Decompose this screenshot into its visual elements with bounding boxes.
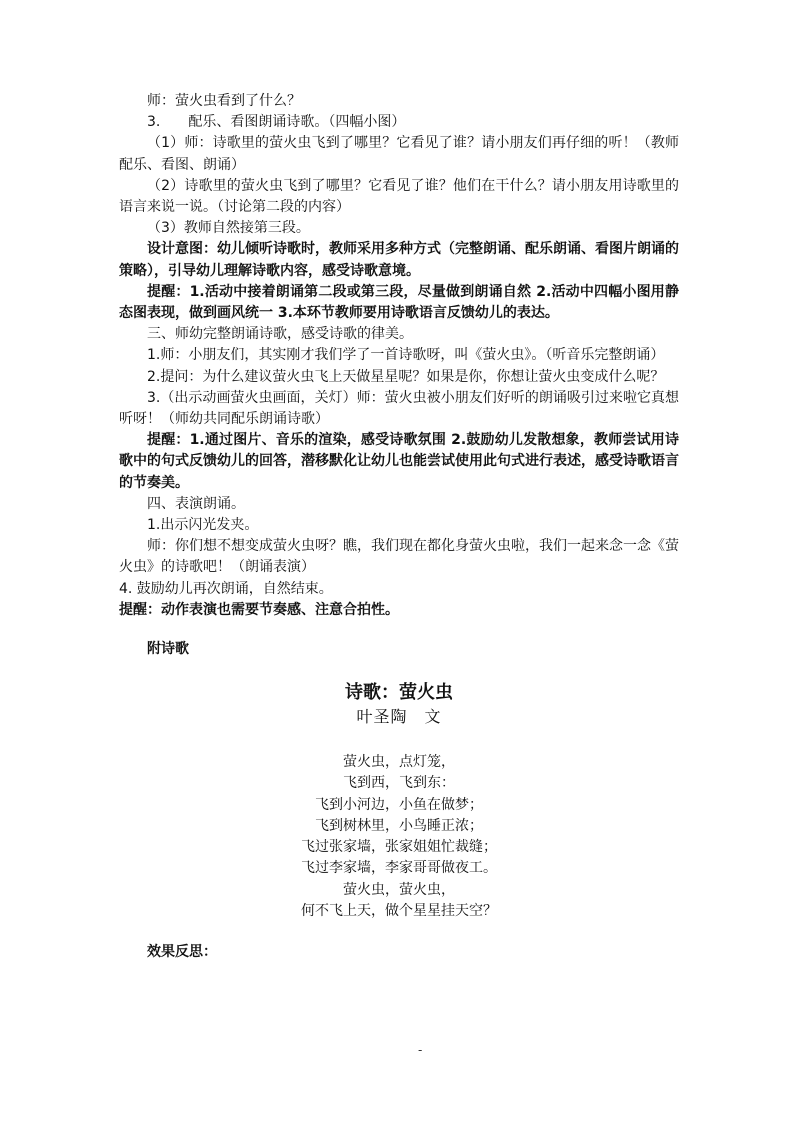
paragraph: 4. 鼓励幼儿再次朗诵，自然结束。 xyxy=(119,580,333,597)
reflection-label: 效果反思： xyxy=(147,943,217,960)
lesson-paragraphs xyxy=(119,91,679,621)
paragraph: 师：你们想不想变成萤火虫呀？瞧，我们现在都化身萤火虫啦，我们一起来念一念《萤火虫》的诗歌吧！（朗诵表演） xyxy=(119,538,679,576)
appendix-label: 附诗歌 xyxy=(147,641,189,658)
paragraph: （2）诗歌里的萤火虫飞到了哪里？它看见了谁？他们在干什么？请小朋友用诗歌里的语言来说一说。（讨论第二段的内容） xyxy=(119,177,679,216)
poem-line: 飞到树林里，小鸟睡正浓； xyxy=(315,817,483,834)
poem-line: 飞到西，飞到东： xyxy=(343,775,455,792)
paragraph: 提醒：动作表演也需要节奏感、注意合拍性。 xyxy=(119,601,399,618)
paragraph: 提醒：1.活动中接着朗诵第二段或第三段，尽量做到朗诵自然 2.活动中四幅小图用静态图表现，做到画风统一 3.本环节教师要用诗歌语言反馈幼儿的表达。 xyxy=(119,283,679,322)
poem-author: 叶圣陶 文 xyxy=(356,707,442,727)
poem-line: 萤火虫，萤火虫， xyxy=(343,881,455,898)
paragraph: 师：萤火虫看到了什么？ xyxy=(147,93,301,109)
page-footer-mark: - xyxy=(418,1043,423,1057)
paragraph: （3）教师自然接第三段。 xyxy=(147,220,310,237)
poem-line: 萤火虫，点灯笼， xyxy=(343,754,455,771)
poem-line: 何不飞上天，做个星星挂天空？ xyxy=(301,902,497,919)
paragraph: （1）师：诗歌里的萤火虫飞到了哪里？它看见了谁？请小朋友们再仔细的听！（教师配乐、看图、朗诵） xyxy=(119,135,679,173)
paragraph: 三、师幼完整朗诵诗歌，感受诗歌的律美。 xyxy=(147,326,413,343)
paragraph: 四、表演朗诵。 xyxy=(147,495,245,512)
poem-title: 诗歌：萤火虫 xyxy=(345,682,453,704)
poem-line: 飞到小河边，小鱼在做梦； xyxy=(315,796,483,813)
document-body xyxy=(119,91,679,963)
paragraph: 3. 配乐、看图朗诵诗歌。（四幅小图） xyxy=(147,114,406,131)
paragraph: 设计意图：幼儿倾听诗歌时，教师采用多种方式（完整朗诵、配乐朗诵、看图片朗诵的策略），引导幼儿理解诗歌内容，感受诗歌意境。 xyxy=(119,241,679,279)
paragraph: 1.师：小朋友们，其实刚才我们学了一首诗歌呀，叫《萤火虫》。（听音乐完整朗诵） xyxy=(147,347,665,364)
paragraph: 3.（出示动画萤火虫画面，关灯）师：萤火虫被小朋友们好听的朗诵吸引过来啦它真想听呀！（师幼共同配乐朗诵诗歌） xyxy=(119,389,679,428)
paragraph: 1.出示闪光发夹。 xyxy=(147,517,259,534)
poem-body xyxy=(119,752,679,922)
poem-line: 飞过李家墙，李家哥哥做夜工。 xyxy=(301,860,497,877)
paragraph: 提醒：1.通过图片、音乐的渲染，感受诗歌氛围 2.鼓励幼儿发散想象，教师尝试用诗歌中的句式反馈幼儿的回答，潜移默化让幼儿也能尝试使用此句式进行表述，感受诗歌语言的节奏美。 xyxy=(119,432,679,491)
poem-line: 飞过张家墙，张家姐姐忙裁缝； xyxy=(301,839,497,856)
paragraph: 2.提问：为什么建议萤火虫飞上天做星星呢？如果是你，你想让萤火虫变成什么呢？ xyxy=(147,368,665,385)
